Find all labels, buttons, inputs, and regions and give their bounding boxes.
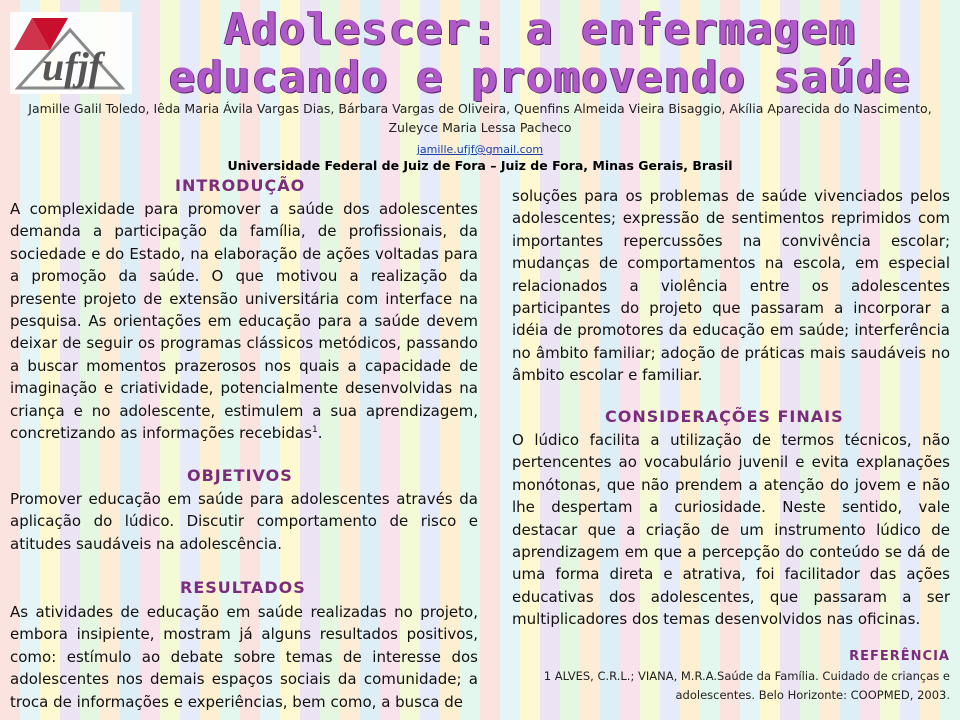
poster-title-line-1: Adolescer: a enfermagem <box>223 4 857 55</box>
introducao-text: A complexidade para promover a saúde dos adolescentes demanda a participação da família, de profissionais, da sociedade e do Estado, na elaboração de ações voltadas para a promoção da saúde. O que motivou a realização da presente projeto de extensão universitária com interface na pesquisa. As orientações em educação para a saúde devem deixar de seguir os programas clássicos metódicos, passando a buscar momentos prazerosos nos quais a capacidade de imaginação e criatividade, potencialmente desenvolvidas na criança e no adolescente, estimulem a sua aprendizagem, concretizando as informações recebidas <box>10 200 478 443</box>
paragraph-consideracoes-finais: O lúdico facilita a utilização de termos técnicos, não pertencentes ao vocabulário juvenil e evita explanações monótonas, que não prendem a atenção do jovem e não lhe despertam a curiosidade. Neste sentido, vale destacar que a criação de um instrumento lúdico de aprendizagem em que a percepção do conteúdo se dá de uma forma direta e atrativa, foi facilitador das ações educativas dos adolescentes, que passaram a ser multiplicadores dos temas desenvolvidos nas oficinas. <box>512 431 950 629</box>
contact-email-link[interactable]: jamille.ufjf@gmail.com <box>416 143 544 156</box>
logo-text: ufjf <box>42 44 102 89</box>
institution: Universidade Federal de Juiz de Fora – Juiz de Fora, Minas Gerais, Brasil <box>227 158 733 173</box>
authors-list: Jamille Galil Toledo, Iêda Maria Ávila Vargas Dias, Bárbara Vargas de Oliveira, Quenfins Almeida Vieira Bisaggio, Akília Aparecida do Nascimento, Zuleyce Maria Lessa Pacheco <box>28 101 932 135</box>
citation-superscript: 1 <box>311 425 318 436</box>
heading-objetivos: OBJETIVOS <box>187 466 293 485</box>
paragraph-objetivos: Promover educação em saúde para adolescentes através da aplicação do lúdico. Discutir comportamento de risco e atitudes saudáveis na adolescência. <box>10 490 478 553</box>
heading-resultados: RESULTADOS <box>180 578 306 597</box>
paragraph-resultados-part-1: As atividades de educação em saúde realizadas no projeto, embora insipiente, mostram já alguns resultados positivos, como: estímulo ao debate sobre temas de interesse dos adolescentes nos demais espaços sociais da comunidade; a troca de informações e experiências, bem como, a busca de <box>10 603 478 711</box>
paragraph-resultados-part-2: soluções para os problemas de saúde vivenciados pelos adolescentes; expressão de sentimentos reprimidos com importantes repercussões na convivência escolar; mudanças de comportamentos na escola, em especial relacionados a violência entre os adolescentes participantes do projeto que passaram a incorporar a idéia de promotores da educação em saúde; interferência no âmbito familiar; adoção de práticas mais saudáveis no âmbito escolar e familiar. <box>512 187 950 385</box>
introducao-end: . <box>317 424 323 443</box>
poster-title-line-2: educando e promovendo saúde <box>168 52 912 103</box>
heading-referencia: REFERÊNCIA <box>849 649 950 664</box>
heading-introducao: INTRODUÇÃO <box>175 176 306 195</box>
reference-entry: 1 ALVES, C.R.L.; VIANA, M.R.A.Saúde da Família. Cuidado de crianças e adolescentes. Belo Horizonte: COOPMED, 2003. <box>543 669 950 702</box>
heading-consideracoes-finais: CONSIDERAÇÕES FINAIS <box>605 407 844 426</box>
paragraph-introducao <box>10 198 478 444</box>
